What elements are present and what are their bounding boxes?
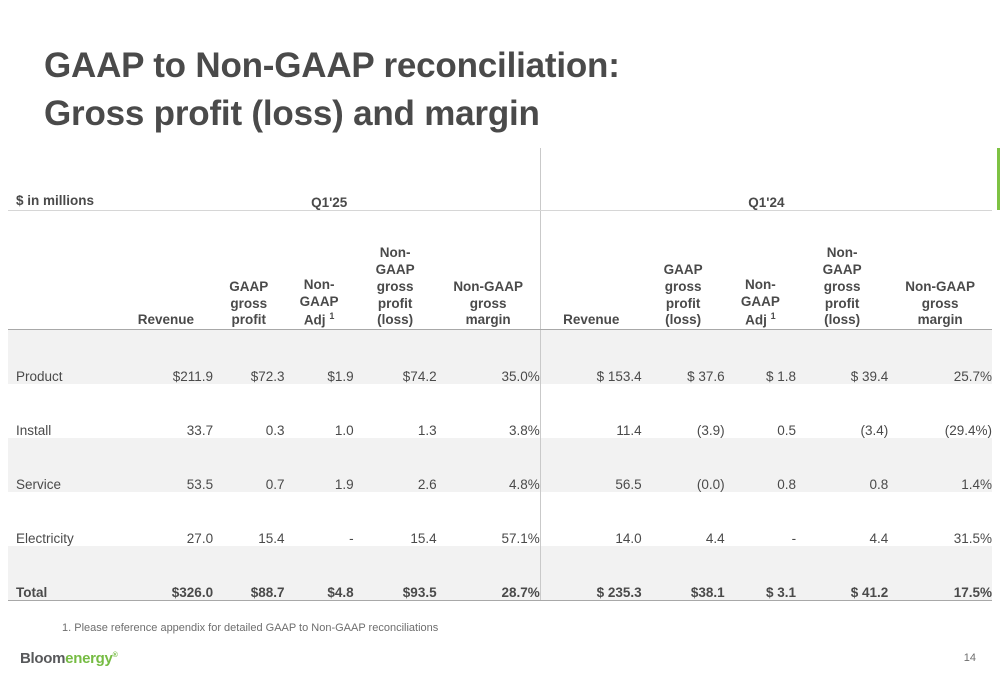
cell-q124-nongaap: 0.8 <box>796 438 888 492</box>
title-line-2: Gross profit (loss) and margin <box>44 93 540 133</box>
cell-q125-nongaap: $93.5 <box>354 546 437 601</box>
logo-energy-text: energy <box>65 650 113 667</box>
table-row <box>8 330 992 385</box>
cell-q125-nongaap: 15.4 <box>410 531 437 546</box>
row-label: Install <box>16 423 52 438</box>
cell-q124-revenue: $ 153.4 <box>540 330 641 385</box>
cell-q125-nongaap: 2.6 <box>354 438 437 492</box>
unit-label: $ in millions <box>8 148 119 211</box>
footnote-marker-2: 1 <box>770 310 776 321</box>
cell-q125-gaap: $72.3 <box>213 330 284 385</box>
cell-q124-gaap: $38.1 <box>642 546 725 601</box>
table-group-header-row <box>8 148 992 211</box>
cell-q124-margin: 17.5% <box>888 546 992 601</box>
column-header-q125-gaap-gross-profit: GAAP gross profit <box>213 211 284 330</box>
group-header-q124: Q1'24 <box>540 148 992 211</box>
table-row <box>8 492 992 546</box>
cell-q124-margin: 1.4% <box>888 438 992 492</box>
column-header-q125-nongaap-adj: Non- GAAP Adj $^1$ <box>285 211 354 330</box>
footnote: 1. Please reference appendix for detailed GAAP to Non-GAAP reconciliations <box>62 622 439 634</box>
table-row <box>8 438 992 492</box>
cell-q125-nongaap: $74.2 <box>354 330 437 385</box>
cell-q124-nongaap: $ 41.2 <box>796 546 888 601</box>
cell-q125-adj: 1.0 <box>334 423 354 438</box>
page-number: 14 <box>963 652 976 664</box>
cell-q125-nongaap: 1.3 <box>417 423 437 438</box>
column-header-q124-gaap-gross-profit: GAAP gross profit (loss) <box>642 211 725 330</box>
cell-q124-nongaap: $ 39.4 <box>796 330 888 385</box>
cell-q125-revenue: $211.9 <box>119 330 213 385</box>
cell-q125-adj: $4.8 <box>285 546 354 601</box>
cell-q125-revenue: 27.0 <box>186 531 214 546</box>
column-header-q125-revenue: Revenue <box>119 211 213 330</box>
column-header-q124-nongaap-gross-profit: Non- GAAP gross profit (loss) <box>796 211 888 330</box>
cell-q125-margin: 4.8% <box>437 438 541 492</box>
cell-q125-gaap: 15.4 <box>258 531 285 546</box>
footnote-marker: 1 <box>329 310 335 321</box>
column-header-q124-nongaap-adj: Non- GAAP Adj $^1$ <box>725 211 796 330</box>
cell-q125-adj: 1.9 <box>285 438 354 492</box>
cell-q124-gaap: 4.4 <box>705 531 725 546</box>
table-column-header-row <box>8 211 992 330</box>
cell-q124-adj: 0.5 <box>777 423 797 438</box>
row-label: Product <box>8 330 119 385</box>
cell-q125-gaap: 0.3 <box>265 423 285 438</box>
table-row-total <box>8 546 992 601</box>
column-header-q124-nongaap-gross-margin: Non-GAAP gross margin <box>888 211 992 330</box>
cell-q124-margin: (29.4%) <box>944 423 992 438</box>
cell-q124-gaap: $ 37.6 <box>642 330 725 385</box>
cell-q125-gaap: 0.7 <box>213 438 284 492</box>
row-label: Service <box>8 438 119 492</box>
logo-trademark: ® <box>112 652 118 659</box>
cell-q124-nongaap: (3.4) <box>860 423 889 438</box>
cell-q125-revenue: 33.7 <box>186 423 214 438</box>
cell-q125-margin: 3.8% <box>509 423 540 438</box>
cell-q124-margin: 25.7% <box>888 330 992 385</box>
cell-q124-revenue: $ 235.3 <box>540 546 641 601</box>
bloom-energy-logo <box>20 650 117 667</box>
cell-q124-gaap: (0.0) <box>642 438 725 492</box>
column-header-q125-nongaap-gross-margin: Non-GAAP gross margin <box>437 211 541 330</box>
column-header-q124-revenue: Revenue <box>540 211 641 330</box>
column-header-q125-nongaap-gross-profit: Non- GAAP gross profit (loss) <box>354 211 437 330</box>
cell-q124-adj: $ 3.1 <box>725 546 796 601</box>
cell-q125-revenue: $326.0 <box>119 546 213 601</box>
cell-q124-revenue: 56.5 <box>540 438 641 492</box>
cell-q125-adj: - <box>349 531 354 546</box>
row-label: Electricity <box>16 531 74 546</box>
cell-q124-adj: - <box>791 531 797 546</box>
cell-q124-adj: 0.8 <box>725 438 796 492</box>
cell-q125-margin: 28.7% <box>437 546 541 601</box>
logo-bloom-text: Bloom <box>20 650 66 667</box>
group-header-q125: Q1'25 <box>119 148 541 211</box>
title-line-1: GAAP to Non-GAAP reconciliation: <box>44 46 620 85</box>
cell-q124-revenue: 11.4 <box>540 384 641 438</box>
cell-q124-margin: 31.5% <box>953 531 992 546</box>
cell-q125-adj: $1.9 <box>285 330 354 385</box>
page-title <box>44 42 620 137</box>
row-label: Total <box>8 546 119 601</box>
cell-q125-revenue: 53.5 <box>119 438 213 492</box>
cell-q124-nongaap: 4.4 <box>869 531 889 546</box>
cell-q125-gaap: $88.7 <box>213 546 284 601</box>
column-header-rowlabel <box>8 211 119 330</box>
cell-q124-gaap: (3.9) <box>696 423 725 438</box>
table-row <box>8 384 992 438</box>
reconciliation-table <box>8 148 992 601</box>
cell-q125-margin: 57.1% <box>501 531 540 546</box>
cell-q124-adj: $ 1.8 <box>725 330 796 385</box>
cell-q124-revenue: 14.0 <box>540 492 641 546</box>
cell-q125-margin: 35.0% <box>437 330 541 385</box>
